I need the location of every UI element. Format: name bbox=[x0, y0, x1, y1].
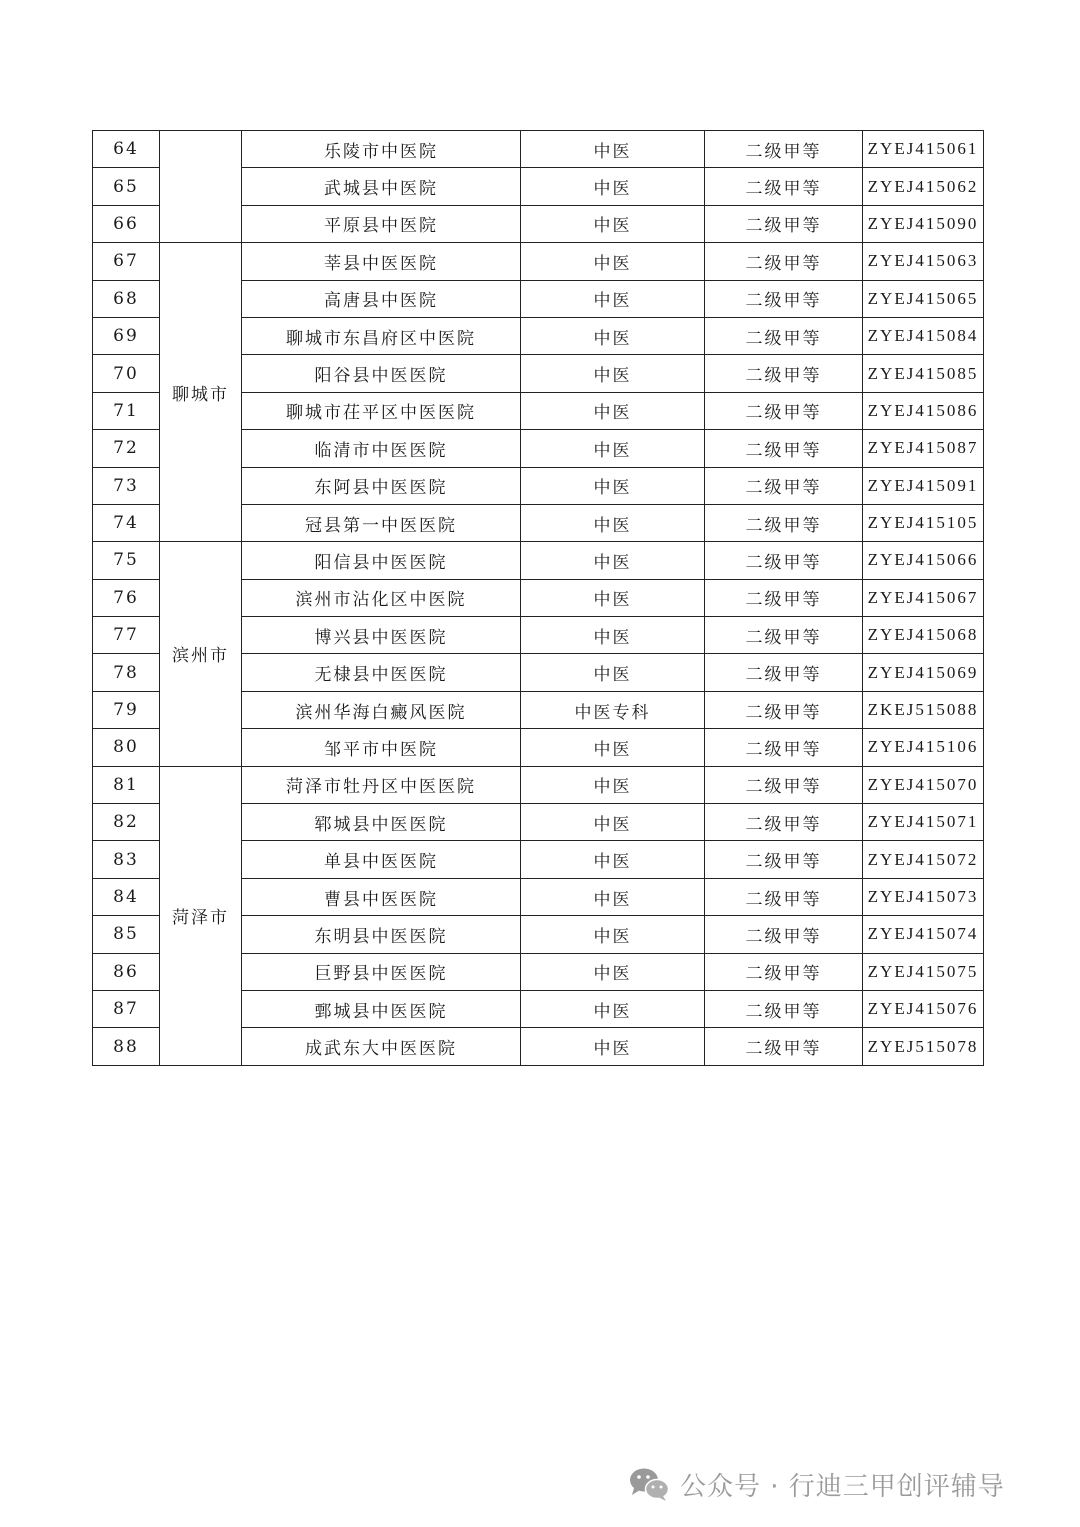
hospital-name: 乐陵市中医院 bbox=[242, 131, 521, 168]
hospital-level: 二级甲等 bbox=[705, 430, 863, 467]
row-number: 67 bbox=[93, 243, 160, 280]
hospital-code: ZYEJ415065 bbox=[863, 280, 984, 317]
row-number: 83 bbox=[93, 841, 160, 878]
table-row bbox=[93, 766, 984, 803]
hospital-type: 中医 bbox=[521, 1028, 705, 1065]
hospital-type: 中医 bbox=[521, 355, 705, 392]
hospital-name: 滨州华海白癜风医院 bbox=[242, 691, 521, 728]
row-number: 81 bbox=[93, 766, 160, 803]
hospital-code: ZYEJ415071 bbox=[863, 804, 984, 841]
hospital-level: 二级甲等 bbox=[705, 355, 863, 392]
hospital-code: ZYEJ415087 bbox=[863, 430, 984, 467]
watermark-text: 公众号 · 行迪三甲创评辅导 bbox=[680, 1471, 1005, 1502]
hospital-type: 中医 bbox=[521, 841, 705, 878]
wechat-icon bbox=[628, 1466, 670, 1502]
hospital-name: 聊城市东昌府区中医院 bbox=[242, 317, 521, 354]
hospital-level: 二级甲等 bbox=[705, 542, 863, 579]
hospital-code: ZYEJ415073 bbox=[863, 878, 984, 915]
table-row bbox=[93, 542, 984, 579]
table-row bbox=[93, 243, 984, 280]
city-cell bbox=[160, 131, 242, 243]
row-number: 64 bbox=[93, 131, 160, 168]
hospital-name: 平原县中医院 bbox=[242, 205, 521, 242]
hospital-name: 阳信县中医医院 bbox=[242, 542, 521, 579]
hospital-type: 中医 bbox=[521, 467, 705, 504]
hospital-code: ZYEJ415062 bbox=[863, 168, 984, 205]
hospital-level: 二级甲等 bbox=[705, 467, 863, 504]
hospital-table-body bbox=[93, 131, 984, 1066]
hospital-level: 二级甲等 bbox=[705, 168, 863, 205]
hospital-code: ZYEJ415085 bbox=[863, 355, 984, 392]
hospital-code: ZYEJ415066 bbox=[863, 542, 984, 579]
hospital-type: 中医 bbox=[521, 430, 705, 467]
hospital-name: 滨州市沾化区中医院 bbox=[242, 579, 521, 616]
watermark bbox=[628, 1464, 1005, 1504]
hospital-name: 聊城市茌平区中医医院 bbox=[242, 392, 521, 429]
hospital-level: 二级甲等 bbox=[705, 766, 863, 803]
row-number: 77 bbox=[93, 617, 160, 654]
row-number: 79 bbox=[93, 691, 160, 728]
hospital-name: 高唐县中医院 bbox=[242, 280, 521, 317]
hospital-code: ZYEJ415074 bbox=[863, 916, 984, 953]
hospital-code: ZYEJ415069 bbox=[863, 654, 984, 691]
table-row bbox=[93, 131, 984, 168]
hospital-code: ZYEJ415070 bbox=[863, 766, 984, 803]
hospital-level: 二级甲等 bbox=[705, 205, 863, 242]
hospital-name: 无棣县中医医院 bbox=[242, 654, 521, 691]
hospital-name: 东明县中医医院 bbox=[242, 916, 521, 953]
hospital-level: 二级甲等 bbox=[705, 280, 863, 317]
row-number: 78 bbox=[93, 654, 160, 691]
row-number: 65 bbox=[93, 168, 160, 205]
hospital-level: 二级甲等 bbox=[705, 131, 863, 168]
hospital-code: ZYEJ415061 bbox=[863, 131, 984, 168]
hospital-code: ZYEJ415068 bbox=[863, 617, 984, 654]
hospital-name: 成武东大中医医院 bbox=[242, 1028, 521, 1065]
hospital-name: 博兴县中医医院 bbox=[242, 617, 521, 654]
hospital-code: ZYEJ415063 bbox=[863, 243, 984, 280]
hospital-level: 二级甲等 bbox=[705, 617, 863, 654]
hospital-code: ZYEJ415075 bbox=[863, 953, 984, 990]
row-number: 82 bbox=[93, 804, 160, 841]
hospital-level: 二级甲等 bbox=[705, 243, 863, 280]
hospital-type: 中医 bbox=[521, 243, 705, 280]
hospital-type: 中医专科 bbox=[521, 691, 705, 728]
hospital-code: ZYEJ415105 bbox=[863, 504, 984, 541]
hospital-level: 二级甲等 bbox=[705, 990, 863, 1027]
hospital-level: 二级甲等 bbox=[705, 953, 863, 990]
hospital-name: 菏泽市牡丹区中医医院 bbox=[242, 766, 521, 803]
row-number: 71 bbox=[93, 392, 160, 429]
hospital-type: 中医 bbox=[521, 579, 705, 616]
hospital-name: 单县中医医院 bbox=[242, 841, 521, 878]
hospital-type: 中医 bbox=[521, 916, 705, 953]
row-number: 69 bbox=[93, 317, 160, 354]
hospital-code: ZYEJ415084 bbox=[863, 317, 984, 354]
city-cell: 聊城市 bbox=[160, 243, 242, 542]
hospital-type: 中医 bbox=[521, 392, 705, 429]
row-number: 68 bbox=[93, 280, 160, 317]
row-number: 80 bbox=[93, 729, 160, 766]
row-number: 84 bbox=[93, 878, 160, 915]
hospital-code: ZYEJ415106 bbox=[863, 729, 984, 766]
hospital-type: 中医 bbox=[521, 804, 705, 841]
hospital-level: 二级甲等 bbox=[705, 579, 863, 616]
city-cell: 菏泽市 bbox=[160, 766, 242, 1065]
hospital-code: ZYEJ415090 bbox=[863, 205, 984, 242]
row-number: 73 bbox=[93, 467, 160, 504]
hospital-code: ZYEJ515078 bbox=[863, 1028, 984, 1065]
hospital-code: ZKEJ515088 bbox=[863, 691, 984, 728]
row-number: 88 bbox=[93, 1028, 160, 1065]
row-number: 75 bbox=[93, 542, 160, 579]
hospital-name: 临清市中医医院 bbox=[242, 430, 521, 467]
hospital-level: 二级甲等 bbox=[705, 691, 863, 728]
hospital-level: 二级甲等 bbox=[705, 504, 863, 541]
hospital-type: 中医 bbox=[521, 317, 705, 354]
hospital-code: ZYEJ415072 bbox=[863, 841, 984, 878]
hospital-code: ZYEJ415086 bbox=[863, 392, 984, 429]
hospital-code: ZYEJ415076 bbox=[863, 990, 984, 1027]
hospital-type: 中医 bbox=[521, 654, 705, 691]
hospital-level: 二级甲等 bbox=[705, 804, 863, 841]
hospital-level: 二级甲等 bbox=[705, 317, 863, 354]
hospital-name: 邹平市中医院 bbox=[242, 729, 521, 766]
hospital-type: 中医 bbox=[521, 504, 705, 541]
hospital-name: 武城县中医院 bbox=[242, 168, 521, 205]
city-cell: 滨州市 bbox=[160, 542, 242, 766]
hospital-level: 二级甲等 bbox=[705, 878, 863, 915]
row-number: 66 bbox=[93, 205, 160, 242]
hospital-level: 二级甲等 bbox=[705, 1028, 863, 1065]
hospital-type: 中医 bbox=[521, 205, 705, 242]
hospital-level: 二级甲等 bbox=[705, 916, 863, 953]
hospital-type: 中医 bbox=[521, 953, 705, 990]
hospital-type: 中医 bbox=[521, 617, 705, 654]
hospital-type: 中医 bbox=[521, 729, 705, 766]
hospital-type: 中医 bbox=[521, 990, 705, 1027]
hospital-type: 中医 bbox=[521, 542, 705, 579]
row-number: 72 bbox=[93, 430, 160, 467]
hospital-name: 阳谷县中医医院 bbox=[242, 355, 521, 392]
hospital-name: 郓城县中医医院 bbox=[242, 804, 521, 841]
hospital-table bbox=[92, 130, 984, 1066]
row-number: 76 bbox=[93, 579, 160, 616]
hospital-type: 中医 bbox=[521, 131, 705, 168]
hospital-level: 二级甲等 bbox=[705, 729, 863, 766]
row-number: 70 bbox=[93, 355, 160, 392]
row-number: 87 bbox=[93, 990, 160, 1027]
hospital-code: ZYEJ415091 bbox=[863, 467, 984, 504]
hospital-level: 二级甲等 bbox=[705, 841, 863, 878]
hospital-type: 中医 bbox=[521, 280, 705, 317]
hospital-type: 中医 bbox=[521, 766, 705, 803]
hospital-type: 中医 bbox=[521, 878, 705, 915]
row-number: 86 bbox=[93, 953, 160, 990]
hospital-name: 东阿县中医医院 bbox=[242, 467, 521, 504]
hospital-name: 莘县中医医院 bbox=[242, 243, 521, 280]
hospital-name: 鄄城县中医医院 bbox=[242, 990, 521, 1027]
hospital-name: 冠县第一中医医院 bbox=[242, 504, 521, 541]
row-number: 74 bbox=[93, 504, 160, 541]
row-number: 85 bbox=[93, 916, 160, 953]
hospital-type: 中医 bbox=[521, 168, 705, 205]
hospital-name: 巨野县中医医院 bbox=[242, 953, 521, 990]
hospital-name: 曹县中医医院 bbox=[242, 878, 521, 915]
hospital-code: ZYEJ415067 bbox=[863, 579, 984, 616]
hospital-level: 二级甲等 bbox=[705, 654, 863, 691]
hospital-level: 二级甲等 bbox=[705, 392, 863, 429]
